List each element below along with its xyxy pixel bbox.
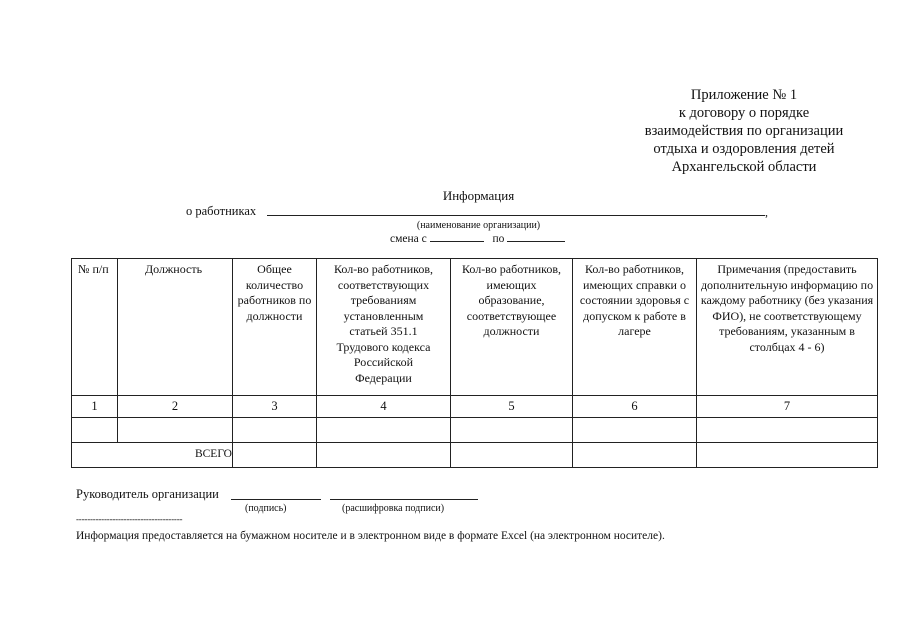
- appendix-line: к договору о порядке: [678, 105, 810, 121]
- shift-to-label: по: [492, 233, 505, 245]
- column-number: 6: [573, 396, 697, 418]
- table-cell[interactable]: [573, 418, 697, 443]
- header-cell: Кол-во работников, имеющих образование, соответствующее должности: [451, 259, 573, 396]
- form-title: Информация: [442, 188, 515, 203]
- table-row: [72, 418, 878, 443]
- table-header-row: [72, 259, 878, 396]
- organization-name-field[interactable]: [267, 215, 765, 216]
- table-cell[interactable]: [573, 443, 697, 468]
- workers-table: [71, 258, 878, 468]
- table-cell[interactable]: [451, 443, 573, 468]
- header-cell: Общее количество работников по должности: [233, 259, 317, 396]
- table-row: [72, 396, 878, 418]
- column-number: 7: [697, 396, 878, 418]
- table-cell[interactable]: [317, 418, 451, 443]
- signature-decoding-field[interactable]: [330, 499, 478, 500]
- table-cell[interactable]: [233, 443, 317, 468]
- appendix-line: Приложение № 1: [690, 87, 798, 103]
- header-cell: № п/п: [72, 259, 118, 396]
- shift-from-label: смена с: [390, 233, 427, 245]
- column-number: 4: [317, 396, 451, 418]
- organization-caption: (наименование организации): [416, 220, 541, 231]
- shift-period: [390, 233, 565, 245]
- about-comma: ,: [765, 205, 768, 219]
- appendix-line: отдыха и оздоровления детей: [653, 141, 835, 157]
- footnote-separator: --------------------------------------: [76, 514, 183, 524]
- about-workers-label: о работниках: [186, 204, 257, 218]
- signature-field[interactable]: [231, 499, 321, 500]
- table-cell[interactable]: [317, 443, 451, 468]
- decoding-caption: (расшифровка подписи): [342, 503, 445, 514]
- table-cell[interactable]: [697, 443, 878, 468]
- column-number: 2: [118, 396, 233, 418]
- table-total-row: [72, 443, 878, 468]
- appendix-heading: [614, 86, 874, 176]
- table-cell[interactable]: [233, 418, 317, 443]
- header-cell: Должность: [118, 259, 233, 396]
- header-cell: Примечания (предоставить дополнительную информацию по каждому работнику (без указания ФИО), не соответствующему требованиям, указанным в столбцах 4 - 6): [697, 259, 878, 396]
- shift-end-field[interactable]: [507, 241, 565, 242]
- header-cell: Кол-во работников, соответствующих требованиям установленным статьей 351.1 Трудового кодекса Российской Федерации: [317, 259, 451, 396]
- table-cell[interactable]: [118, 418, 233, 443]
- column-number: 5: [451, 396, 573, 418]
- head-of-organization-label: Руководитель организации: [76, 487, 219, 501]
- footnote-text: Информация предоставляется на бумажном носителе и в электронном виде в формате Excel (на электронном носителе).: [76, 530, 665, 542]
- table-cell[interactable]: [451, 418, 573, 443]
- signature-caption: (подпись): [245, 503, 287, 514]
- appendix-line: взаимодействия по организации: [644, 123, 844, 139]
- total-label: ВСЕГО: [72, 443, 233, 468]
- header-cell: Кол-во работников, имеющих справки о состоянии здоровья с допуском к работе в лагере: [573, 259, 697, 396]
- table-cell[interactable]: [697, 418, 878, 443]
- appendix-line: Архангельской области: [671, 159, 817, 175]
- column-number: 3: [233, 396, 317, 418]
- column-number: 1: [72, 396, 118, 418]
- shift-start-field[interactable]: [430, 241, 484, 242]
- table-cell[interactable]: [72, 418, 118, 443]
